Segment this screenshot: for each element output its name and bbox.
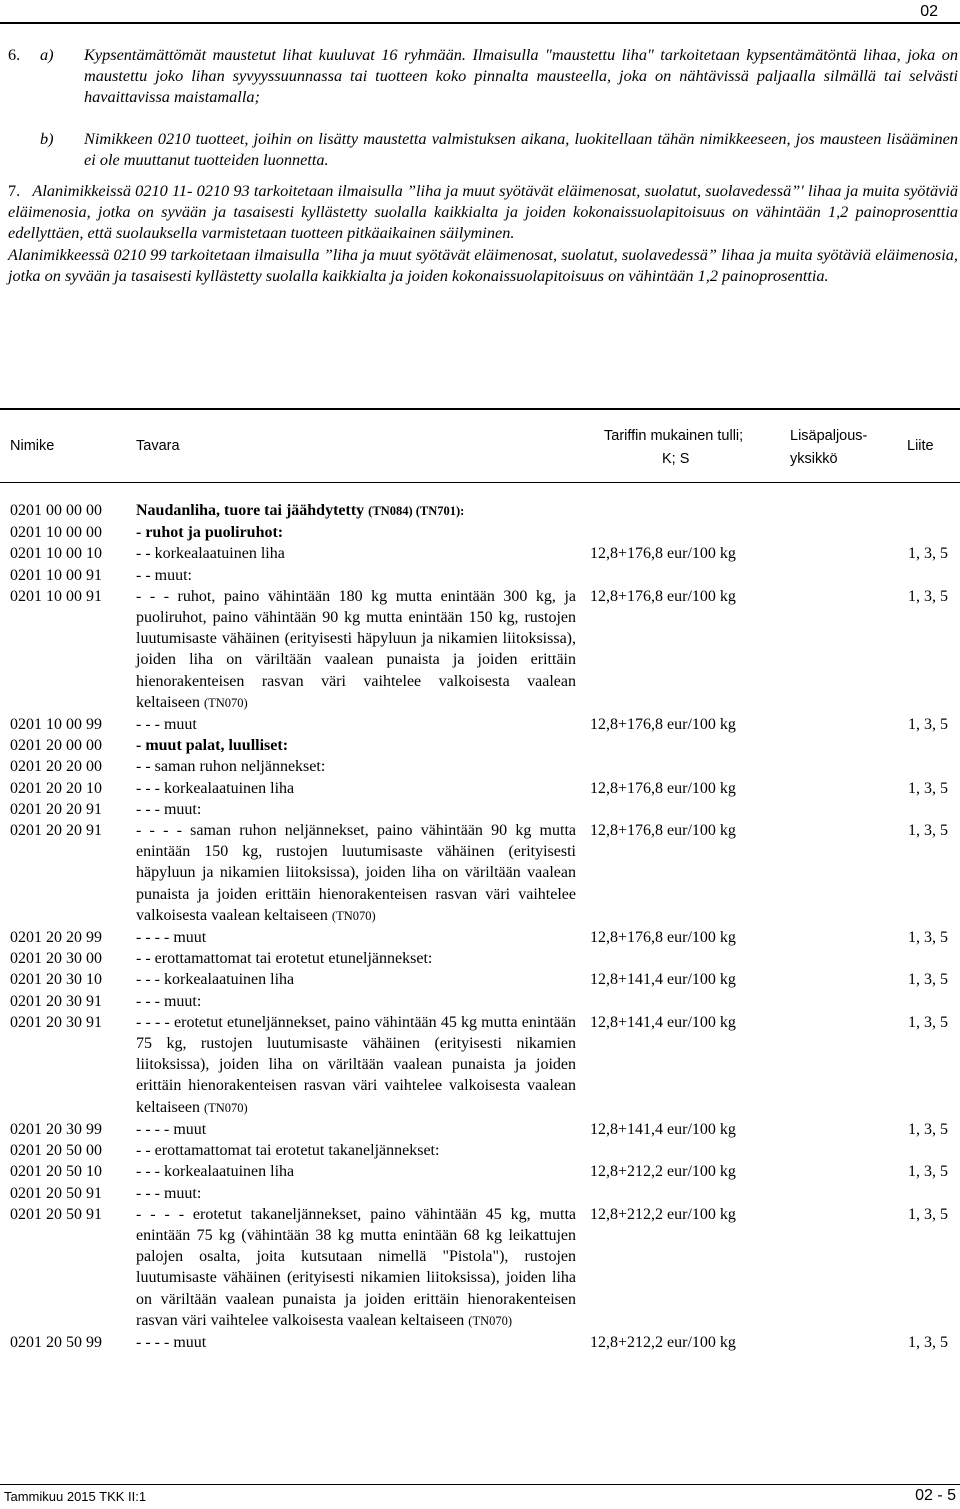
row-description-text: - - - - muut: [136, 929, 207, 947]
row-code: 0201 10 00 91: [10, 587, 102, 605]
row-code: 0201 20 20 00: [10, 758, 102, 776]
row-description: [136, 991, 576, 1012]
row-description-text: - - muut:: [136, 566, 192, 584]
note-7: [8, 180, 958, 244]
row-annex: 1, 3, 5: [908, 545, 948, 563]
row-duty: 12,8+176,8 eur/100 kg: [590, 822, 736, 840]
row-description-text: - - - - muut: [136, 1333, 207, 1351]
table-row: [0, 1204, 960, 1332]
table-row: [0, 948, 960, 969]
row-duty: 12,8+176,8 eur/100 kg: [590, 779, 736, 797]
note-7-part-2: [8, 244, 958, 286]
row-description: [136, 1140, 576, 1161]
row-description-text: - - - - muut: [136, 1120, 207, 1138]
note-6a: [8, 44, 958, 108]
row-description: [136, 1332, 576, 1353]
row-annex: 1, 3, 5: [908, 716, 948, 734]
row-tn-reference: (TN084) (TN701):: [368, 504, 465, 518]
note-7-text-2: Alanimikkeessä 0210 99 tarkoitetaan ilmaisulla ”liha ja muut syötävät eläimenosat, suolatut, suolavedessä” lihaa ja muita syötäviä eläimenosia, jotka on syvään ja tasaisesti kyllästetty suolalla kaikkialta ja joiden kokonaissuolapitoisuus on vähintään 1,2 painoprosenttia.: [8, 244, 958, 285]
row-annex: 1, 3, 5: [908, 1120, 948, 1138]
row-annex: 1, 3, 5: [908, 822, 948, 840]
row-duty: 12,8+176,8 eur/100 kg: [590, 716, 736, 734]
row-description: [136, 522, 576, 543]
row-code: 0201 20 50 99: [10, 1333, 102, 1351]
row-tn-reference: (TN070): [468, 1313, 513, 1328]
row-description: [136, 1119, 576, 1140]
row-code: 0201 10 00 10: [10, 545, 102, 563]
row-annex: 1, 3, 5: [908, 1163, 948, 1181]
note-7-number: 7.: [8, 181, 21, 201]
row-description-text: - - - ruhot, paino vähintään 180 kg mutta enintään 300 kg, ja puoliruhot, paino vähintään 90 kg mutta enintään 150 kg, rustojen luutumisaste vähäinen (erityisesti häpyluun ja nikamien liitoksissa), joiden liha on väriltään vaalean punaista ja joiden erittäin hienorakenteisen rasvan väri vaihtelee valkoisesta vaalean keltaiseen: [136, 587, 576, 711]
footer-date: Tammikuu 2015 TKK II:1: [4, 1489, 147, 1504]
table-row: [0, 522, 960, 543]
table-row: [0, 969, 960, 990]
header-tulli-line1: Tariffin mukainen tulli;: [604, 428, 744, 444]
row-tn-reference: (TN070): [331, 908, 376, 923]
note-6a-label: a): [40, 45, 54, 64]
table-row: [0, 714, 960, 735]
row-description: [136, 735, 576, 756]
row-annex: 1, 3, 5: [908, 1013, 948, 1031]
row-description: [136, 927, 576, 948]
row-description-text: - - - - erotetut etuneljännekset, paino vähintään 45 kg mutta enintään 75 kg, rustojen luutumisaste vähäinen (erityisesti nikamien liitoksissa), joiden liha on väriltään vaalean punaista ja joiden erittäin hienorakenteisen rasvan väri vaihtelee valkoisesta vaalean keltaiseen: [136, 1013, 576, 1116]
row-description: [136, 820, 576, 927]
header-tavara: Tavara: [136, 438, 180, 454]
row-duty: 12,8+212,2 eur/100 kg: [590, 1333, 736, 1351]
row-annex: 1, 3, 5: [908, 929, 948, 947]
row-description: [136, 799, 576, 820]
row-description-text: - - erottamattomat tai erotetut takaneljännekset:: [136, 1142, 440, 1160]
row-description-text: - ruhot ja puoliruhot:: [136, 524, 284, 542]
row-code: 0201 20 50 91: [10, 1205, 102, 1223]
row-description-text: - muut palat, luulliset:: [136, 737, 289, 755]
row-description: [136, 586, 576, 714]
row-description: [136, 1183, 576, 1204]
tariff-table-body: [0, 500, 960, 1353]
note-6a-text: Kypsentämättömät maustetut lihat kuuluvat 16 ryhmään. Ilmaisulla "maustettu liha" tarkoitetaan kypsentämätöntä lihaa, joka on maustettu joko lihan syvyyssuunnassa tai tuotteen koko pinnalta mausteella, joka on nähtävissä paljaalla silmällä tai selvästi havaittavissa maistamalla;: [84, 45, 958, 107]
table-header-bottom-rule: [0, 482, 960, 483]
table-row: [0, 778, 960, 799]
row-code: 0201 20 20 91: [10, 800, 102, 818]
row-description-text: Naudanliha, tuore tai jäähdytetty: [136, 502, 365, 519]
table-row: [0, 1140, 960, 1161]
row-code: 0201 20 50 00: [10, 1142, 102, 1160]
row-description-text: - - - korkealaatuinen liha: [136, 779, 295, 797]
row-description: [136, 948, 576, 969]
row-duty: 12,8+141,4 eur/100 kg: [590, 1013, 736, 1031]
table-row: [0, 756, 960, 777]
row-duty: 12,8+176,8 eur/100 kg: [590, 587, 736, 605]
row-duty: 12,8+212,2 eur/100 kg: [590, 1205, 736, 1223]
note-7-text-1: Alanimikkeissä 0210 11- 0210 93 tarkoitetaan ilmaisulla ”liha ja muut syötävät eläimenosat, suolatut, suolavedessä”' lihaa ja muita syötäviä eläimenosia, jotka on syvään ja tasaisesti kyllästetty suolalla kaikkialta ja joiden kokonaissuolapitoisuus on vähintään 1,2 painoprosenttia edellyttäen, että suolauksella varmistetaan tuotteen pitkäaikainen säilyminen.: [8, 181, 958, 243]
row-description: [136, 778, 576, 799]
row-duty: 12,8+176,8 eur/100 kg: [590, 929, 736, 947]
row-description: [136, 714, 576, 735]
row-description-text: - - - muut:: [136, 992, 202, 1010]
table-row: [0, 1332, 960, 1353]
row-annex: 1, 3, 5: [908, 971, 948, 989]
table-row: [0, 500, 960, 522]
table-row: [0, 735, 960, 756]
row-code: 0201 20 50 91: [10, 1184, 102, 1202]
row-code: 0201 20 30 00: [10, 950, 102, 968]
row-code: 0201 10 00 99: [10, 716, 102, 734]
table-row: [0, 799, 960, 820]
header-lisa-line1: Lisäpaljous-: [790, 428, 868, 444]
row-description-text: - - - korkealaatuinen liha: [136, 1163, 295, 1181]
row-description: [136, 756, 576, 777]
row-code: 0201 20 30 91: [10, 1013, 102, 1031]
table-header: [0, 410, 960, 482]
row-description-text: - - - muut:: [136, 1184, 202, 1202]
top-rule: [0, 22, 960, 24]
table-row: [0, 991, 960, 1012]
row-description: [136, 500, 576, 522]
table-row: [0, 1161, 960, 1182]
row-annex: 1, 3, 5: [908, 1333, 948, 1351]
row-annex: 1, 3, 5: [908, 779, 948, 797]
row-code: 0201 20 30 91: [10, 992, 102, 1010]
table-row: [0, 927, 960, 948]
row-description-text: - - - - erotetut takaneljännekset, paino vähintään 45 kg, mutta enintään 75 kg (vähintään 38 kg mutta enintään 68 kg leikattujen palojen osalta, joita kutsutaan nimellä "Pistola"), rustojen luutumisaste vähäinen (erityisesti nikamien liitoksissa), joiden liha on väriltään vaalean punaista ja joiden erittäin hienorakenteisen rasvan väri vaihtelee valkoisesta vaalean keltaiseen: [136, 1205, 576, 1329]
row-code: 0201 20 20 10: [10, 779, 102, 797]
header-lisa-line2: yksikkö: [790, 451, 838, 467]
row-description-text: - - erottamattomat tai erotetut etuneljännekset:: [136, 950, 433, 968]
note-6-number: 6.: [8, 45, 21, 64]
table-row: [0, 565, 960, 586]
table-row: [0, 586, 960, 714]
row-duty: 12,8+176,8 eur/100 kg: [590, 545, 736, 563]
footer-rule: [0, 1484, 960, 1485]
note-6b-text: Nimikkeen 0210 tuotteet, joihin on lisätty maustetta valmistuksen aikana, luokitellaan tähän nimikkeeseen, jos mausteen lisääminen ei ole muuttanut tuotteiden luonnetta.: [84, 128, 958, 169]
row-code: 0201 20 20 99: [10, 929, 102, 947]
row-description: [136, 1204, 576, 1332]
row-description: [136, 565, 576, 586]
row-annex: 1, 3, 5: [908, 1205, 948, 1223]
table-row: [0, 1183, 960, 1204]
row-code: 0201 20 30 10: [10, 971, 102, 989]
row-code: 0201 10 00 00: [10, 524, 102, 542]
chapter-notes: [8, 44, 958, 286]
row-duty: 12,8+141,4 eur/100 kg: [590, 971, 736, 989]
row-code: 0201 20 20 91: [10, 822, 102, 840]
row-description-text: - - - - saman ruhon neljännekset, paino vähintään 90 kg mutta enintään 150 kg, rustojen luutumisaste vähäinen (erityisesti häpyluun ja nikamien liitoksissa), joiden liha on väriltään vaalean punaista ja joiden erittäin hienorakenteisen rasvan väri vaihtelee valkoisesta vaalean keltaiseen: [136, 822, 576, 924]
row-tn-reference: (TN070): [203, 1100, 248, 1115]
row-code: 0201 10 00 91: [10, 566, 102, 584]
row-description-text: - - - korkealaatuinen liha: [136, 971, 295, 989]
row-code: 0201 20 50 10: [10, 1163, 102, 1181]
header-nimike: Nimike: [10, 438, 55, 454]
row-description-text: - - korkealaatuinen liha: [136, 545, 285, 563]
row-description-text: - - saman ruhon neljännekset:: [136, 758, 326, 776]
row-code: 0201 20 30 99: [10, 1120, 102, 1138]
row-annex: 1, 3, 5: [908, 587, 948, 605]
note-6b-label: b): [40, 128, 54, 148]
page-number-top: 02: [920, 3, 938, 20]
row-description-text: - - - muut:: [136, 800, 202, 818]
row-code: 0201 00 00 00: [10, 502, 102, 519]
table-row: [0, 1012, 960, 1119]
table-row: [0, 543, 960, 564]
row-description-text: - - - muut: [136, 716, 197, 734]
note-6b: [8, 128, 958, 170]
row-duty: 12,8+212,2 eur/100 kg: [590, 1163, 736, 1181]
row-description: [136, 1012, 576, 1119]
row-description: [136, 543, 576, 564]
row-description: [136, 969, 576, 990]
header-liite: Liite: [907, 438, 934, 454]
row-tn-reference: (TN070): [203, 695, 248, 710]
table-row: [0, 1119, 960, 1140]
row-duty: 12,8+141,4 eur/100 kg: [590, 1120, 736, 1138]
row-description: [136, 1161, 576, 1182]
row-code: 0201 20 00 00: [10, 737, 102, 755]
table-row: [0, 820, 960, 927]
footer-page-number: 02 - 5: [915, 1487, 956, 1504]
header-tulli-line2: K; S: [662, 451, 690, 467]
